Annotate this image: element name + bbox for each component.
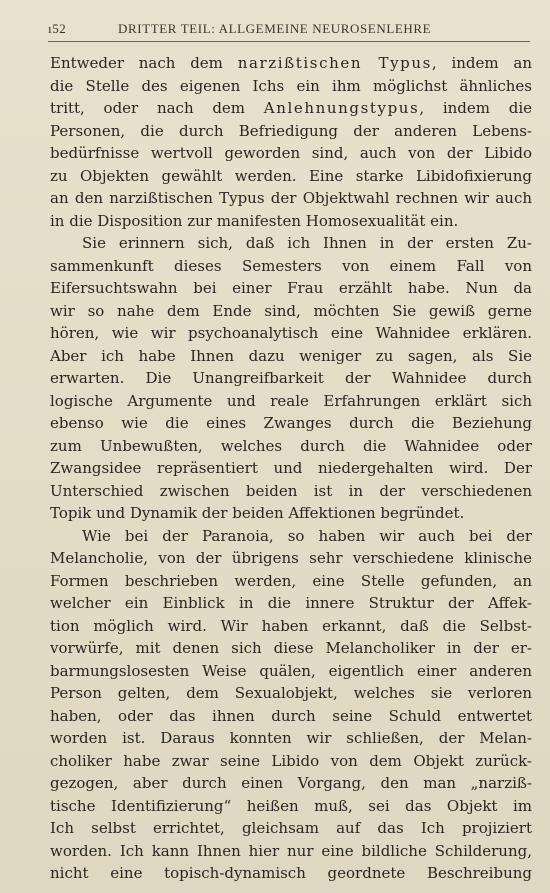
text-line: zum Unbewußten, welches durch die Wahnidee oder: [50, 436, 532, 455]
text-line: Eifersuchtswahn bei einer Frau erzählt habe. Nun da: [50, 279, 532, 297]
text-line: gezogen, aber durch einen Vorgang, den man „narziß-: [50, 774, 532, 792]
text-line: zu Objekten gewählt werden. Eine starke Libidofixierung: [50, 166, 532, 185]
running-head: DRITTER TEIL: ALLGEMEINE NEUROSENLEHRE: [118, 21, 432, 36]
text-line: sammenkunft dieses Semesters von einem Fall von: [50, 256, 532, 275]
text-line: wir so nahe dem Ende sind, möchten Sie gewiß gerne: [50, 301, 532, 320]
text-line: haben, oder das ihnen durch seine Schuld entwertet: [50, 706, 532, 725]
text-line: erwarten. Die Unangreifbarkeit der Wahnidee durch: [50, 369, 532, 387]
text-line: barmungslosesten Weise quälen, eigentlich einer anderen: [50, 661, 532, 680]
text-line: Sie erinnern sich, daß ich Ihnen in der ersten Zu-: [82, 234, 532, 252]
text-line: hören, wie wir psychoanalytisch eine Wahnidee erklären.: [50, 324, 532, 342]
text-line: in die Disposition zur manifesten Homosexualität ein.: [50, 211, 459, 230]
text-line: bedürfnisse wertvoll geworden sind, auch von der Libido: [50, 144, 532, 162]
text-line: Melancholie, von der übrigens sehr verschiedene klinische: [50, 549, 532, 567]
body-text: [50, 52, 532, 885]
text-line: Aber ich habe Ihnen dazu weniger zu sagen, als Sie: [50, 346, 532, 365]
text-line: tritt, oder nach dem Anlehnungstypus, indem die: [50, 99, 532, 117]
text-line: worden. Ich kann Ihnen hier nur eine bildliche Schilderung,: [50, 841, 532, 860]
text-line: Personen, die durch Befriedigung der anderen Lebens-: [50, 121, 532, 140]
text-line: an den narzißtischen Typus der Objektwahl rechnen wir auch: [50, 189, 532, 207]
text-line: Ich selbst errichtet, gleichsam auf das Ich projiziert: [50, 819, 532, 837]
text-line: ebenso wie die eines Zwanges durch die Beziehung: [50, 414, 532, 432]
text-line: tische Identifizierung“ heißen muß, sei das Objekt im: [50, 796, 532, 815]
text-line: Person gelten, dem Sexualobjekt, welches sie verloren: [50, 684, 532, 702]
text-line: Wie bei der Paranoia, so haben wir auch bei der: [82, 526, 532, 545]
text-line: die Stelle des eigenen Ichs ein ihm möglichst ähnliches: [50, 76, 532, 95]
text-line: choliker habe zwar seine Libido von dem Objekt zurück-: [50, 751, 532, 770]
text-line: Unterschied zwischen beiden ist in der verschiedenen: [50, 481, 532, 500]
text-line: tion möglich wird. Wir haben erkannt, daß die Selbst-: [50, 616, 532, 635]
text-line: logische Argumente und reale Erfahrungen erklärt sich: [50, 391, 532, 410]
text-line: welcher ein Einblick in die innere Struktur der Affek-: [50, 594, 532, 612]
page-header: [48, 21, 508, 39]
text-line: nicht eine topisch-dynamisch geordnete Beschreibung: [50, 864, 532, 882]
text-line: Formen beschrieben werden, eine Stelle gefunden, an: [50, 571, 532, 590]
page-number: ı52: [48, 21, 67, 36]
text-line: Topik und Dynamik der beiden Affektionen begründet.: [50, 504, 465, 522]
text-line: vorwürfe, mit denen sich diese Melancholiker in der er-: [50, 639, 532, 657]
text-line: Entweder nach dem narzißtischen Typus, indem an: [50, 54, 532, 72]
header-rule: [48, 41, 530, 42]
text-line: Zwangsidee repräsentiert und niedergehalten wird. Der: [50, 459, 532, 477]
text-line: worden ist. Daraus konnten wir schließen, der Melan-: [50, 729, 532, 747]
